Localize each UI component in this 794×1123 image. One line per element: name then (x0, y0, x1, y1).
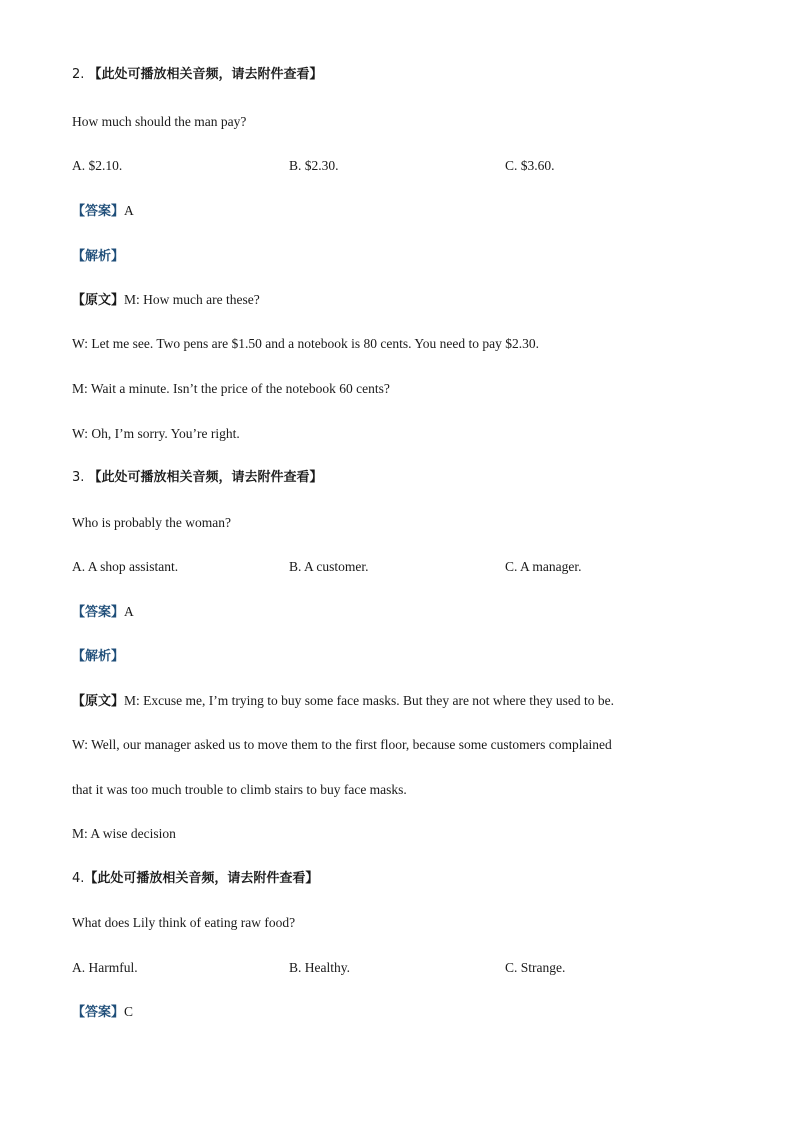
question-3-transcript-line-3: that it was too much trouble to climb stairs to buy face masks. (72, 782, 407, 797)
answer-tag: 【答案】 (72, 204, 125, 219)
question-2-transcript-line-4: W: Oh, I’m sorry. You’re right. (72, 426, 240, 441)
question-4-option-b: B. Healthy. (289, 960, 350, 975)
question-3-answer (72, 603, 134, 622)
question-2-option-b: B. $2.30. (289, 158, 339, 173)
question-2-transcript-line-1 (72, 291, 260, 310)
question-number: 2. (72, 67, 85, 82)
question-2-answer (72, 202, 134, 221)
question-3-analysis (72, 647, 124, 666)
transcript-tag: 【原文】 (72, 293, 125, 308)
question-2-option-c: C. $3.60. (505, 158, 555, 173)
audio-note: 【此处可播放相关音频，请去附件查看】 (88, 470, 323, 485)
answer-tag: 【答案】 (72, 605, 125, 620)
question-4-answer (72, 1003, 133, 1022)
question-number: 4. (72, 871, 85, 886)
question-3-heading (72, 469, 323, 487)
answer-value: A (124, 203, 134, 218)
answer-value: C (124, 1004, 134, 1019)
question-3-option-c: C. A manager. (505, 559, 582, 574)
audio-note: 【此处可播放相关音频，请去附件查看】 (88, 67, 323, 82)
analysis-tag: 【解析】 (72, 249, 125, 264)
question-3-option-a: A. A shop assistant. (72, 559, 179, 574)
audio-note: 【此处可播放相关音频，请去附件查看】 (84, 871, 319, 886)
question-2-transcript-line-3: M: Wait a minute. Isn’t the price of the notebook 60 cents? (72, 381, 390, 396)
answer-tag: 【答案】 (72, 1005, 125, 1020)
transcript-text: M: How much are these? (124, 292, 260, 307)
question-2-option-a: A. $2.10. (72, 158, 123, 173)
transcript-tag: 【原文】 (72, 694, 125, 709)
question-2-text: How much should the man pay? (72, 114, 247, 129)
question-4-option-a: A. Harmful. (72, 960, 138, 975)
analysis-tag: 【解析】 (72, 649, 125, 664)
transcript-text: M: Excuse me, I’m trying to buy some face masks. But they are not where they used to be. (124, 693, 615, 708)
question-2-transcript-line-2: W: Let me see. Two pens are $1.50 and a notebook is 80 cents. You need to pay $2.30. (72, 336, 539, 351)
question-2-analysis (72, 247, 124, 266)
question-4-text: What does Lily think of eating raw food? (72, 915, 296, 930)
answer-value: A (124, 604, 134, 619)
question-3-transcript-line-4: M: A wise decision (72, 826, 176, 841)
question-4-option-c: C. Strange. (505, 960, 566, 975)
question-3-option-b: B. A customer. (289, 559, 369, 574)
question-3-transcript-line-2: W: Well, our manager asked us to move them to the first floor, because some customers complained (72, 737, 612, 752)
question-4-heading (72, 870, 318, 888)
question-number: 3. (72, 470, 85, 485)
question-2-heading (72, 66, 323, 84)
question-3-transcript-line-1 (72, 692, 614, 711)
question-3-text: Who is probably the woman? (72, 515, 231, 530)
